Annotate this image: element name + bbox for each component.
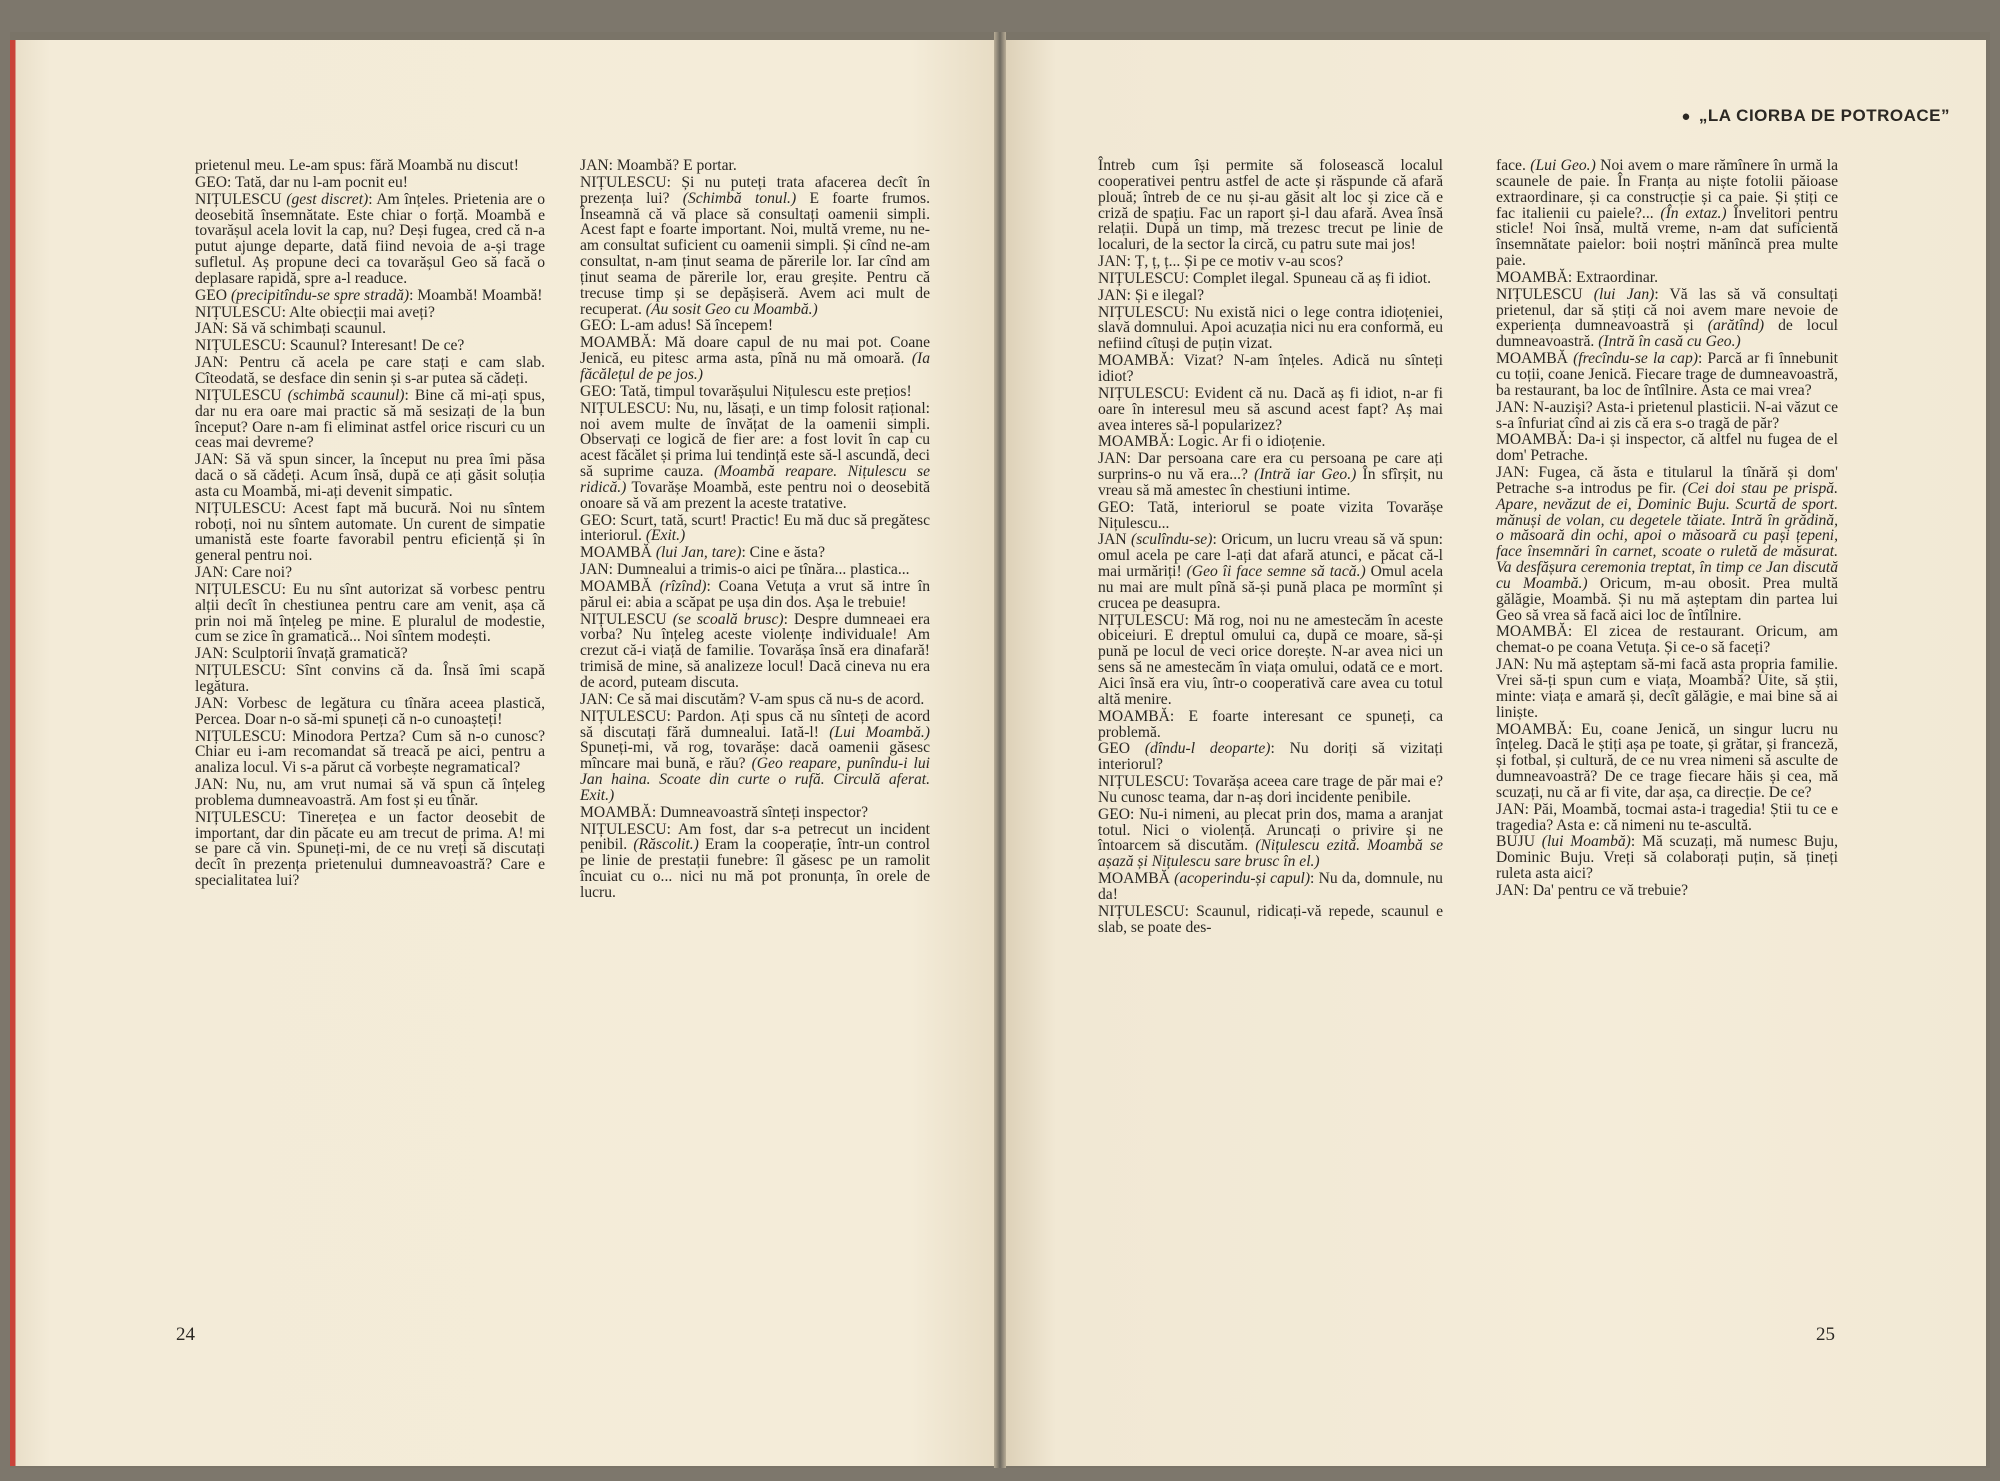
right-page <box>1006 40 1986 1466</box>
dialogue-text: NIȚULESCU: Evident că nu. Dacă aș fi idiot, n-ar fi oare în interesul meu să ascund acest fapt? Aș mai avea interes să-l popularizez? <box>1098 384 1443 434</box>
dialogue-paragraph <box>580 513 930 545</box>
dialogue-text: : Vă las să vă consultați prietenul, dar să știți că noi avem mare nevoie de experiența dumneavoastră și <box>1496 285 1839 335</box>
dialogue-text: Spuneți-mi, vă rog, tovarășe: dacă oamenii găsesc mîncare mai bună, e rău? <box>580 739 930 773</box>
dialogue-paragraph <box>1098 500 1443 532</box>
dialogue-text: NIȚULESCU: Am fost, dar s-a petrecut un incident penibil. <box>580 820 930 854</box>
dialogue-paragraph <box>195 696 545 728</box>
dialogue-paragraph <box>1098 158 1443 253</box>
dialogue-text: JAN: Pentru că acela pe care stați e cam slab. Cîteodată, se desface din senin și s-ar putea să cădeți. <box>195 354 545 387</box>
dialogue-text: Tovarășe Moambă, este pentru noi o deosebită onoare să vă am prezent la aceste tratative. <box>580 478 930 512</box>
dialogue-text: BUJU <box>1496 833 1542 851</box>
dialogue-text: JAN: Vorbesc de legătura cu tînăra aceea plastică, Percea. Doar n-o să-mi spuneți că n-o cunoașteți! <box>195 694 545 728</box>
dialogue-paragraph <box>195 501 545 564</box>
dialogue-text: MOAMBĂ: Da-i și inspector, că altfel nu fugea de el dom' Petrache. <box>1496 431 1838 465</box>
dialogue-paragraph <box>580 579 930 611</box>
dialogue-text: JAN: Dar persoana care era cu persoana pe care ați surprins-o nu vă era...? <box>1098 450 1443 484</box>
dialogue-text: JAN: Și e ilegal? <box>1098 286 1205 304</box>
stage-direction: (Moambă reapare. Nițulescu se ridică.) <box>580 463 930 496</box>
dialogue-text: GEO: Tată, timpul tovarășului Nițulescu este prețios! <box>580 382 912 400</box>
dialogue-paragraph <box>1098 288 1443 304</box>
dialogue-text: MOAMBĂ <box>580 577 660 595</box>
dialogue-text: JAN: Să vă spun sincer, la început nu prea îmi păsa dacă o să cădeți. Acum însă, după ce ați găsit soluția asta cu Moambă, mi-ați devenit simpatic. <box>195 451 545 500</box>
stage-direction: (Lui Geo.) <box>1530 157 1596 174</box>
dialogue-text: GEO: Tată, interiorul se poate vizita Tovarășe Nițulescu... <box>1098 498 1443 532</box>
dialogue-text: : Nu doriți să vizitați interiorul? <box>1098 740 1444 774</box>
stage-direction: (lui Jan) <box>1593 285 1655 303</box>
dialogue-text: JAN: Sculptorii învață gramatică? <box>195 645 408 663</box>
right-column-1 <box>1098 158 1443 937</box>
dialogue-paragraph <box>1496 722 1838 801</box>
bullet-icon: ● <box>1681 108 1691 125</box>
dialogue-text: JAN: Da' pentru ce vă trebuie? <box>1496 881 1689 899</box>
dialogue-text: NIȚULESCU: Pardon. Ați spus că nu sînteți de acord să discutați fără dumnealui. Iată-l! <box>580 707 930 741</box>
dialogue-paragraph <box>1496 802 1838 834</box>
dialogue-text: : Moambă! Moambă! <box>409 286 543 304</box>
dialogue-text: MOAMBĂ: Logic. Ar fi o idioțenie. <box>1098 433 1326 451</box>
dialogue-paragraph <box>1496 624 1838 656</box>
dialogue-text: JAN: Moambă? E portar. <box>580 157 737 174</box>
dialogue-paragraph <box>1496 351 1838 399</box>
running-head-title: „LA CIORBA DE POTROACE” <box>1698 106 1950 125</box>
dialogue-text: GEO: Tată, dar nu l-am pocnit eu! <box>195 173 408 191</box>
dialogue-text: JAN: Fugea, că ăsta e titularul la tînără și dom' Petrache s-a introdus pe fir. <box>1496 464 1838 497</box>
dialogue-text: Omul acela nu mai are mult pînă să-și pună placa pe mormînt și crucea pe deasupra. <box>1098 563 1443 612</box>
stage-direction: (Ia făcălețul de pe jos.) <box>580 350 930 383</box>
dialogue-text: GEO: L-am adus! Să începem! <box>580 317 774 335</box>
dialogue-paragraph <box>195 388 545 451</box>
book-spread <box>10 32 1990 1468</box>
dialogue-text: : Oricum, un lucru vreau să vă spun: omul acela pe care l-ați dat afară atunci, e păcat că-l mai urmăriți! <box>1098 531 1443 581</box>
dialogue-text: NIȚULESCU <box>580 610 673 628</box>
stage-direction: (acoperindu-și capul) <box>1174 870 1311 888</box>
page-number-right: 25 <box>1816 1324 1835 1345</box>
dialogue-paragraph <box>1496 657 1838 720</box>
dialogue-paragraph <box>1496 465 1838 623</box>
dialogue-paragraph <box>1098 709 1443 741</box>
dialogue-text: Oricum, m-au obosit. Prea multă gălăgie, Moambă. Și nu mă așteptam din partea lui Geo să vrea să facă aici loc de întîlnire. <box>1496 574 1838 624</box>
dialogue-paragraph <box>195 565 545 581</box>
dialogue-paragraph <box>1496 834 1838 882</box>
dialogue-paragraph <box>1098 532 1443 611</box>
dialogue-paragraph <box>580 318 930 334</box>
dialogue-text: MOAMBĂ <box>1098 870 1175 888</box>
stage-direction: (Schimbă tonul.) <box>682 189 797 207</box>
right-column-2 <box>1496 158 1838 900</box>
dialogue-paragraph <box>1098 386 1443 434</box>
dialogue-text: face. <box>1496 157 1531 174</box>
dialogue-text: JAN: Să vă schimbați scaunul. <box>195 320 386 338</box>
dialogue-paragraph <box>580 335 930 383</box>
dialogue-text: NIȚULESCU: Complet ilegal. Spuneau că aș fi idiot. <box>1098 269 1432 287</box>
stage-direction: (sculîndu-se) <box>1131 531 1213 549</box>
dialogue-text: MOAMBĂ: Mă doare capul de nu mai pot. Coane Jenică, eu pitesc arma asta, pînă nu mă omoară. <box>580 334 930 368</box>
dialogue-text: GEO: Scurt, tată, scurt! Practic! Eu mă duc să pregătesc interiorul. <box>580 511 930 545</box>
dialogue-text: NIȚULESCU: Și nu puteți trata afacerea decît în prezența lui? <box>580 173 930 207</box>
dialogue-text: MOAMBĂ <box>580 544 656 562</box>
dialogue-paragraph <box>1098 613 1443 708</box>
dialogue-text: NIȚULESCU: Nu, nu, lăsați, e un timp folosit rațional: noi avem multe de învățat de la oamenii simpli. Observați ce logică de fier are: a fost lovit în cap cu acest făcălet și prima lui tendință este să-l ascundă, deci să suprime cauza. <box>580 399 930 481</box>
dialogue-paragraph <box>580 805 930 821</box>
stage-direction: (Răscolit.) <box>633 836 699 854</box>
dialogue-paragraph <box>580 612 930 691</box>
book-gutter <box>994 32 1006 1468</box>
stage-direction: (schimbă scaunul) <box>287 386 405 404</box>
dialogue-text: : Am înțeles. Prietenia are o deosebită însemnătate. Este chiar o forță. Moambă e tovarășul acela lovit la cap, nu? Deși fugea, cred că n-a putut ajunge departe, dată fiind nevoia de a-și trage sufletul. Aș propune deci ca tovarășul Geo să facă o deplasare rapidă, spre a-l readuce. <box>195 190 546 287</box>
dialogue-paragraph <box>1496 287 1838 350</box>
stage-direction: (Cei doi stau pe prispă. Apare, nevăzut de ei, Dominic Buju. Scurtă de sport. mănuși de volan, cu degetele tăiate. Intră în grădină, o măsoară din ochi, apoi o măsoară cu pași țepeni, face însemnări în carnet, scoate o ruletă de măsurat. Va desfășura ceremonia treptat, în timp ce Jan discută cu Moambă.) <box>1496 479 1838 592</box>
stage-direction: (Nițulescu ezită. Moambă se așază și Nițulescu sare brusc în el.) <box>1098 837 1443 871</box>
dialogue-text: NIȚULESCU: Alte obiecții mai aveți? <box>195 303 435 321</box>
dialogue-text: JAN: N-auziși? Asta-i prietenul plasticii. N-ai văzut ce s-a înfuriat cînd ai zis că era s-o tragă de păr? <box>1496 398 1838 432</box>
dialogue-text: GEO: Nu-i nimeni, au plecat prin dos, mama a aranjat totul. Nici o violență. Aruncați o privire și ne întoarcem să discutăm. <box>1098 805 1443 855</box>
dialogue-text: NIȚULESCU: Sînt convins că da. Însă îmi scapă legătura. <box>195 662 545 695</box>
dialogue-paragraph <box>580 158 930 174</box>
dialogue-paragraph <box>1496 883 1838 899</box>
stage-direction: (lui Jan, tare) <box>655 544 742 562</box>
dialogue-text: : Despre dumneaei era vorba? Nu înțeleg aceste violențe individuale! Am crezut că-i viață de familie. Tovarășa însă era dinafară! trimisă de mine, să analizeze locul! Dacă cineva nu era de acord, puteam discuta. <box>580 610 931 691</box>
dialogue-paragraph <box>1098 807 1443 870</box>
dialogue-text: JAN: Care noi? <box>195 564 293 582</box>
dialogue-paragraph <box>580 692 930 708</box>
dialogue-paragraph <box>195 158 545 174</box>
dialogue-text: JAN: Nu mă așteptam să-mi facă asta propria familie. Vrei să-ți spun cum e viața, Moambă? Uite, să știi, minte: viața e amară și, decît gălăgie, e mai bine să ai liniște. <box>1496 656 1838 721</box>
running-head <box>1681 106 1950 126</box>
dialogue-paragraph <box>580 384 930 400</box>
dialogue-text: NIȚULESCU: Tovarășa aceea care trage de păr mai e? Nu cunosc teama, dar n-aș dori incidente penibile. <box>1098 773 1443 806</box>
dialogue-text: GEO <box>195 286 231 304</box>
dialogue-paragraph <box>1098 254 1443 270</box>
dialogue-text: JAN: Dumnealui a trimis-o aici pe tînăra... plastica... <box>580 561 910 579</box>
dialogue-paragraph <box>195 305 545 321</box>
dialogue-paragraph <box>580 562 930 578</box>
stage-direction: (Lui Moambă.) <box>829 723 930 741</box>
dialogue-paragraph <box>1098 774 1443 806</box>
dialogue-text: : Nu da, domnule, nu da! <box>1098 870 1443 903</box>
dialogue-paragraph <box>195 582 545 645</box>
dialogue-text: : Bine că mi-ați spus, dar nu era oare mai practic să mă sesizați de la bun început? Oare n-am fi eliminat astfel orice riscuri cu un ceas mai devreme? <box>195 386 545 452</box>
stage-direction: (frecîndu-se la cap) <box>1573 350 1698 368</box>
dialogue-paragraph <box>195 338 545 354</box>
stage-direction: (arătînd) <box>1707 317 1765 335</box>
dialogue-paragraph <box>1098 305 1443 353</box>
dialogue-paragraph <box>580 545 930 561</box>
dialogue-text: NIȚULESCU <box>195 190 287 208</box>
dialogue-paragraph <box>580 822 930 901</box>
page-number-left: 24 <box>176 1324 195 1345</box>
dialogue-paragraph <box>1098 353 1443 385</box>
dialogue-text: MOAMBĂ <box>1496 350 1574 368</box>
stage-direction: (Geo îi face semne să tacă.) <box>1186 563 1366 581</box>
dialogue-text: NIȚULESCU: Scaunul? Interesant! De ce? <box>195 337 465 355</box>
dialogue-text: JAN: Păi, Moambă, tocmai asta-i tragedia! Știi tu ce e tragedia? Asta e: că nimeni nu te-ascultă. <box>1496 800 1838 834</box>
dialogue-paragraph <box>195 452 545 500</box>
stage-direction: (Geo reapare, punîndu-i lui Jan haina. Scoate din curte o rufă. Circulă aferat. Exit.) <box>580 755 930 804</box>
stage-direction: (Exit.) <box>645 527 686 545</box>
dialogue-text: JAN: Ce să mai discutăm? V-am spus că nu-s de acord. <box>580 690 925 708</box>
dialogue-paragraph <box>195 288 545 304</box>
dialogue-paragraph <box>195 355 545 387</box>
dialogue-paragraph <box>195 175 545 191</box>
stage-direction: (Intră în casă cu Geo.) <box>1598 333 1741 351</box>
dialogue-text: NIȚULESCU <box>195 386 288 404</box>
dialogue-paragraph <box>195 729 545 777</box>
dialogue-paragraph <box>1496 400 1838 432</box>
dialogue-text: Noi avem o mare rămînere în urmă la scaunele de paie. În Franța au niște fotolii păioase extraordinare, și ca construcție și ca paie. Și știți ce fac italienii cu paiele?... <box>1496 157 1839 222</box>
dialogue-paragraph <box>580 175 930 318</box>
stage-direction: (În extaz.) <box>1660 204 1727 222</box>
dialogue-text: Eram la cooperație, într-un control pe linie de prestații funebre: îl găsesc pe un ramolit încuiat cu o... nici nu mă pot pronunța, în orele de lucru. <box>580 836 930 901</box>
dialogue-text: MOAMBĂ: Dumneavoastră sînteți inspector? <box>580 803 868 821</box>
stage-direction: (lui Moambă) <box>1541 833 1631 851</box>
dialogue-text: NIȚULESCU: Tinerețea e un factor deosebit de important, dar din păcate eu am trecut de prima. A! mi se pare că vin. Spuneți-mi, de ce nu vreți să discutați decît în prezența prietenului dumneavoastră? Care e specialitatea lui? <box>195 808 545 890</box>
dialogue-paragraph <box>1496 270 1838 286</box>
left-column-1 <box>195 158 545 890</box>
dialogue-paragraph <box>195 810 545 889</box>
left-page <box>10 40 994 1466</box>
dialogue-text: MOAMBĂ: El zicea de restaurant. Oricum, am chemat-o pe coana Vetuța. Și ce-o să faceți? <box>1496 623 1838 657</box>
dialogue-text: : Coana Vetuța a vrut să intre în părul ei: abia a scăpat pe ușa din dos. Așa le trebuie! <box>580 577 930 611</box>
dialogue-text: MOAMBĂ: Vizat? N-am înțeles. Adică nu sînteți idiot? <box>1098 352 1443 385</box>
dialogue-text: NIȚULESCU: Nu există nici o lege contra idioțeniei, slavă domnului. Apoi acuzația nici nu era conformă, eu nefiind cîtuși de puțin vizat. <box>1098 303 1443 353</box>
dialogue-paragraph <box>580 709 930 804</box>
stage-direction: (gest discret) <box>286 190 369 208</box>
left-column-2 <box>580 158 930 902</box>
dialogue-paragraph <box>195 321 545 337</box>
stage-direction: (Au sosit Geo cu Moambă.) <box>645 300 818 318</box>
dialogue-text: MOAMBĂ: Extraordinar. <box>1496 268 1658 286</box>
dialogue-text: JAN: Ț, ț, ț... Și pe ce motiv v-au scos? <box>1098 253 1344 271</box>
dialogue-paragraph <box>1098 451 1443 499</box>
dialogue-text: : Parcă ar fi înnebunit cu toții, coane Jenică. Fiecare trage de dumneavoastră, ba restaurant, ba loc de întîlnire. Asta ce mai vrea? <box>1496 350 1838 399</box>
dialogue-text: GEO <box>1098 740 1145 758</box>
dialogue-text: NIȚULESCU: Minodora Pertza? Cum să n-o cunosc? Chiar eu i-am recomandat să treacă pe aici, pentru a analiza locul. Vi s-a părut că vorbește negramatical? <box>195 727 545 777</box>
dialogue-text: : Cine e ăsta? <box>741 544 826 562</box>
dialogue-text: de locul dumneavoastră. <box>1496 317 1838 351</box>
dialogue-text: prietenul meu. Le-am spus: fără Moambă nu discut! <box>195 157 519 174</box>
dialogue-paragraph <box>1496 158 1838 269</box>
dialogue-text: MOAMBĂ: E foarte interesant ce spuneți, ca problemă. <box>1098 707 1443 741</box>
dialogue-paragraph <box>195 192 545 287</box>
dialogue-text: Învelitori pentru sticle! Noi însă, multă vreme, n-am dat suficientă însemnătate paielor: boii noștri mănîncă prea multe paie. <box>1496 204 1839 270</box>
stage-direction: (Intră iar Geo.) <box>1254 466 1357 484</box>
dialogue-text: NIȚULESCU <box>1496 285 1594 303</box>
dialogue-text: NIȚULESCU: Mă rog, noi nu ne amestecăm în aceste obiceiuri. E dreptul omului ca, după ce moare, să-și pună pe locul de veci orice dorește. N-ar avea nici un sens să ne amestecăm în viața omului, odată ce e mort. Aici însă era viu, într-o cooperativă care avea cu totul altă menire. <box>1098 611 1443 708</box>
stage-direction: (se scoală brusc) <box>672 610 784 628</box>
dialogue-paragraph <box>1098 434 1443 450</box>
stage-direction: (precipitîndu-se spre stradă) <box>230 286 410 304</box>
stage-direction: (rîzînd) <box>659 577 707 595</box>
dialogue-paragraph <box>1098 904 1443 936</box>
dialogue-text: Întreb cum își permite să folosească localul cooperativei pentru astfel de acte și răspunde că afară plouă; întreb de ce nu și-au găsit alt loc și zice că e criză de spațiu. Fac un raport și-l dau afară. Avea însă relații. După un timp, mă trezesc trecut pe linie de localuri, de la sector la circă, cu patru sute mai jos! <box>1098 157 1443 254</box>
dialogue-text: E foarte frumos. Înseamnă că vă place să consultați oamenii simpli. Acest fapt e foarte important. Noi, multă vreme, nu ne-am consultat suficient cu oamenii simpli. Și cînd ne-am consultat, n-am ținut seama de părerile lor. Iar cînd am ținut seama de părerile lor, erau greșite. Pentru că trecuse timp și se depășiseră. Avem aci mult de recuperat. <box>580 189 930 318</box>
dialogue-text: JAN: Nu, nu, am vrut numai să vă spun că înțeleg problema dumneavoastră. Am fost și eu tînăr. <box>195 776 545 809</box>
dialogue-text: : Mă scuzați, mă numesc Buju, Dominic Buju. Vreți să colaborați puțin, să țineți ruleta asta aici? <box>1496 833 1839 883</box>
dialogue-paragraph <box>195 663 545 695</box>
dialogue-text: NIȚULESCU: Scaunul, ridicați-vă repede, scaunul e slab, se poate des- <box>1098 902 1443 936</box>
dialogue-paragraph <box>195 646 545 662</box>
dialogue-paragraph <box>1098 741 1443 773</box>
dialogue-paragraph <box>195 777 545 809</box>
dialogue-text: MOAMBĂ: Eu, coane Jenică, un singur lucru nu înțeleg. Dacă le știți așa pe toate, și grătar, și franceză, și fotbal, și cultură, de ce nu vrea nimeni să asculte de dumneavoastră? De ce trage fiecare hăis și cea, mă scuzați, nu că ar fi vite, dar așa, ca direcție. De ce? <box>1496 720 1838 801</box>
dialogue-paragraph <box>1098 271 1443 287</box>
dialogue-text: NIȚULESCU: Eu nu sînt autorizat să vorbesc pentru alții decît în chestiunea pentru care am venit, așa că prin noi mă înțeleg pe mine. E pluralul de modestie, cum se zice în gramatică... Noi sîntem modești. <box>195 580 545 646</box>
dialogue-paragraph <box>1496 432 1838 464</box>
dialogue-text: JAN <box>1098 531 1132 549</box>
dialogue-paragraph <box>1098 871 1443 903</box>
dialogue-paragraph <box>580 401 930 512</box>
dialogue-text: În sfîrșit, nu vreau să mă amestec în chestiuni intime. <box>1098 466 1443 499</box>
dialogue-text: NIȚULESCU: Acest fapt mă bucură. Noi nu sîntem roboți, noi nu sîntem automate. Un curent de simpatie umanistă este foarte favorabil pentru eficiență și în general pentru noi. <box>195 499 545 565</box>
stage-direction: (dîndu-l deoparte) <box>1144 740 1271 758</box>
